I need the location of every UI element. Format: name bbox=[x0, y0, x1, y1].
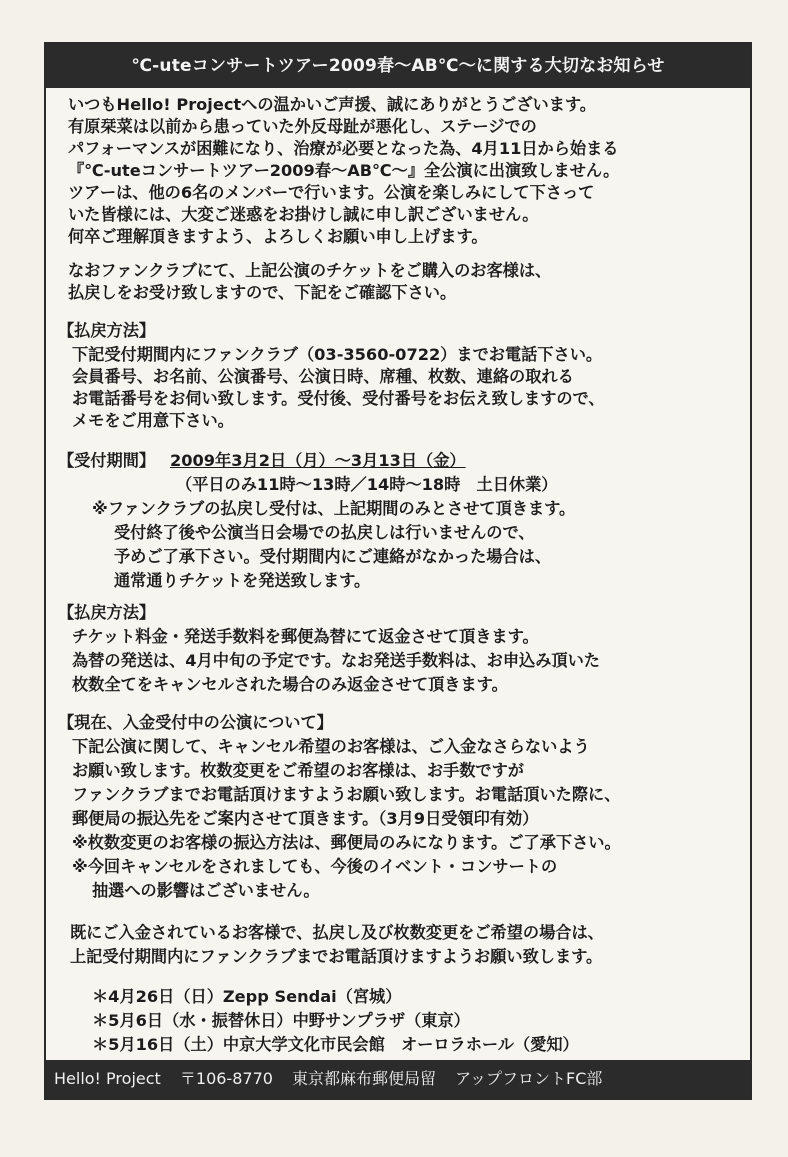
refund-method-line: メモをご用意下さい。 bbox=[72, 411, 234, 430]
intro-line: いた皆様には、大変ご迷惑をお掛けし誠に申し訳ございません。 bbox=[68, 205, 539, 224]
current-shows-heading: 【現在、入金受付中の公演について】 bbox=[58, 713, 333, 732]
period-note: 受付終了後や公演当日会場での払戻しは行いませんので、 bbox=[114, 523, 535, 542]
refund-method-line: お電話番号をお伺い致します。受付後、受付番号をお伝え致しますので、 bbox=[72, 389, 605, 408]
intro-line: パフォーマンスが困難になり、治療が必要となった為、4月11日から始まる bbox=[68, 139, 619, 158]
current-shows-line: 抽選への影響はございません。 bbox=[92, 881, 320, 900]
footer-dept: アップフロントFC部 bbox=[455, 1069, 603, 1088]
footer-address-text: 東京都麻布郵便局留 bbox=[292, 1069, 437, 1088]
footer-org: Hello! Project bbox=[54, 1069, 161, 1088]
intro-line: いつもHello! Projectへの温かいご声援、誠にありがとうございます。 bbox=[68, 95, 596, 114]
intro-line: 『℃-uteコンサートツアー2009春〜AB℃〜』全公演に出演致しません。 bbox=[68, 161, 620, 180]
footer-address bbox=[46, 1060, 750, 1098]
refund-method-line: チケット料金・発送手数料を郵便為替にて返金させて頂きます。 bbox=[72, 627, 539, 646]
refund-method-line: 枚数全てをキャンセルされた場合のみ返金させて頂きます。 bbox=[72, 675, 508, 694]
show-item: ＊4月26日（日）Zepp Sendai（宮城） bbox=[92, 987, 402, 1006]
current-shows-line: ※今回キャンセルをされましても、今後のイベント・コンサートの bbox=[72, 857, 558, 876]
fanclub-intro-line: なおファンクラブにて、上記公演のチケットをご購入のお客様は、 bbox=[68, 261, 552, 280]
current-shows-line: 下記公演に関して、キャンセル希望のお客様は、ご入金なさらないよう bbox=[72, 737, 590, 756]
period-note: 予めご了承下さい。受付期間内にご連絡がなかった場合は、 bbox=[114, 547, 552, 566]
paid-line: 上記受付期間内にファンクラブまでお電話頂けますようお願い致します。 bbox=[70, 947, 603, 966]
period-hours: （平日のみ11時〜13時／14時〜18時 土日休業） bbox=[176, 475, 558, 494]
show-item: ＊5月6日（水・振替休日）中野サンプラザ（東京） bbox=[92, 1011, 470, 1030]
current-shows-line: 郵便局の振込先をご案内させて頂きます。（3月9日受領印有効） bbox=[72, 809, 539, 828]
show-item: ＊5月16日（土）中京大学文化市民会館 オーロラホール（愛知） bbox=[92, 1035, 579, 1054]
intro-line: 何卒ご理解頂きますよう、よろしくお願い申し上げます。 bbox=[68, 227, 488, 246]
refund-method-line: 為替の発送は、4月中旬の予定です。なお発送手数料は、お申込み頂いた bbox=[72, 651, 600, 670]
fanclub-intro-line: 払戻しをお受け致しますので、下記をご確認下さい。 bbox=[68, 283, 457, 302]
footer-postal: 〒106-8770 bbox=[179, 1069, 273, 1088]
period-note: ※ファンクラブの払戻し受付は、上記期間のみとさせて頂きます。 bbox=[92, 499, 576, 518]
current-shows-line: お願い致します。枚数変更をご希望のお客様は、お手数ですが bbox=[72, 761, 524, 780]
refund-method-line: 下記受付期間内にファンクラブ（03-3560-0722）までお電話下さい。 bbox=[72, 345, 603, 364]
intro-line: ツアーは、他の6名のメンバーで行います。公演を楽しみにして下さって bbox=[68, 183, 595, 202]
notice-title: ℃-uteコンサートツアー2009春〜AB℃〜に関する大切なお知らせ bbox=[46, 44, 750, 88]
period-note: 通常通りチケットを発送致します。 bbox=[114, 571, 371, 590]
refund-method-line: 会員番号、お名前、公演番号、公演日時、席種、枚数、連絡の取れる bbox=[72, 367, 574, 386]
period-heading: 【受付期間】 bbox=[58, 451, 156, 470]
refund-method-heading: 【払戻方法】 bbox=[58, 603, 156, 622]
refund-method-heading: 【払戻方法】 bbox=[58, 321, 156, 340]
current-shows-line: ファンクラブまでお電話頂けますようお願い致します。お電話頂いた際に、 bbox=[72, 785, 621, 804]
paid-line: 既にご入金されているお客様で、払戻し及び枚数変更をご希望の場合は、 bbox=[70, 923, 604, 942]
notice-card bbox=[44, 42, 752, 1100]
period-dates: 2009年3月2日（月）〜3月13日（金） bbox=[170, 451, 466, 470]
intro-line: 有原栞菜は以前から患っていた外反母趾が悪化し、ステージでの bbox=[68, 117, 537, 136]
current-shows-line: ※枚数変更のお客様の振込方法は、郵便局のみになります。ご了承下さい。 bbox=[72, 833, 621, 852]
